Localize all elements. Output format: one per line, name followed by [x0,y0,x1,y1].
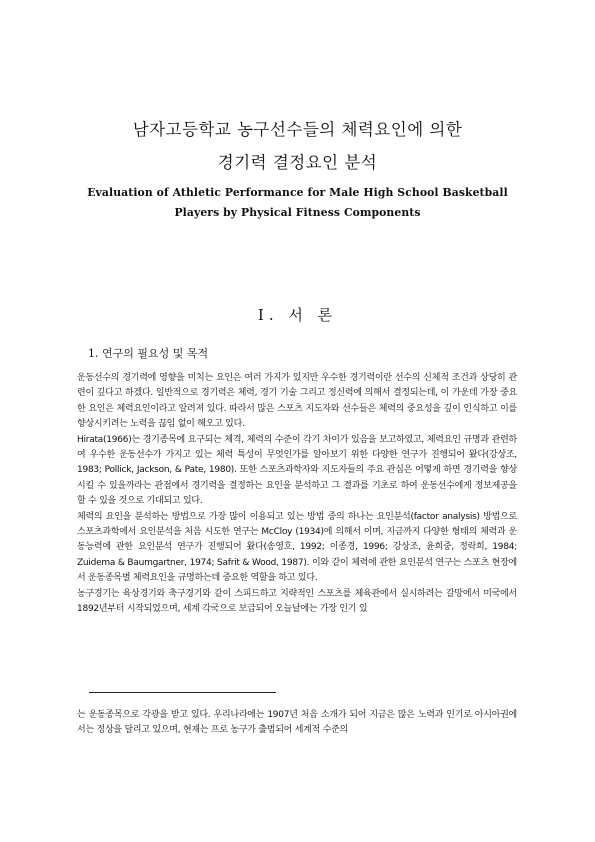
footnote-divider [89,692,276,693]
english-title-line-2: Players by Physical Fitness Components [174,206,421,219]
english-title-line-1: Evaluation of Athletic Performance for Male High School Basketball [87,186,508,199]
paragraph: 체력의 요인을 분석하는 방법으로 가장 많이 이용되고 있는 방법 중의 하나는 요인분석(factor analysis) 방법으로 스포츠과학에서 요인분석을 처음 시도한 연구는 McCloy (1934)에 의해서 이며, 지금까지 다양한 형태의 체력과 운동능력에 관한 요인분석 연구가 진행되어 왔다(송영호, 1992; 이종경, 1996; 강상조, 윤희중, 정락희, 1984; Zuidema & Baumgartner, 1974; Safrit & Wood, 1987). 이와 같이 체력에 관한 요인분석 연구는 스포츠 현장에서 운동종목별 체력요인을 규명하는데 중요한 역할을 하고 있다. [77,511,517,584]
korean-title-line-1: 남자고등학교 농구선수들의 체력요인에 의한 [132,120,463,139]
paragraph: 는 운동종목으로 각광을 받고 있다. 우리나라에는 1907년 처음 소개가 되어 지금은 많은 노력과 인기로 아시아권에서는 정상을 달리고 있으며, 현재는 프로 농구가 출범되어 세계적 수준의 [77,710,517,736]
continuation-text [77,708,517,739]
korean-title-line-2: 경기력 결정요인 분석 [217,153,378,172]
section-heading-introduction: Ⅰ. 서 론 [257,306,338,324]
paragraph: 농구경기는 육상경기와 축구경기와 같이 스피드하고 지략적인 스포츠를 체육관에서 실시하려는 갈망에서 미국에서 1892년부터 시작되었으며, 세계 각국으로 보급되어 오늘날에는 가장 인기 있 [77,588,517,615]
paragraph: 운동선수의 경기력에 영향을 미치는 요인은 여러 가지가 있지만 우수한 경기력이란 선수의 신체적 조건과 상당히 관련이 깊다고 하겠다. 일반적으로 경기력은 체력, 경기 기술 그리고 정신력에 의해서 결정되는데, 이 가운데 가장 중요한 요인은 체력요인이라고 알려져 있다. 따라서 많은 스포츠 지도자와 선수들은 체력의 중요성을 깊이 인식하고 이를 향상시키려는 노력을 끊임 없이 해오고 있다. [77,373,517,430]
paragraph: Hirata(1966)는 경기종목에 요구되는 체격, 체력의 수준이 각기 차이가 있음을 보고하였고, 체력요인 규명과 관련하여 우수한 운동선수가 가지고 있는 체력 특성이 무엇인가를 알아보기 위한 다양한 연구가 진행되어 왔다(강상조, 1983; Pollick, Jackson, & Pate, 1980). 또한 스포츠과학자와 지도자들의 주요 관심은 어떻게 하면 경기력을 향상시킬 수 있을까라는 관점에서 경기력을 결정하는 요인을 분석하고 그 결과를 기초로 하여 운동선수에게 정보제공을 할 수 있을 것으로 기대되고 있다. [77,434,517,507]
body-text [77,371,517,618]
subsection-heading-purpose: 1. 연구의 필요성 및 목적 [88,347,209,360]
